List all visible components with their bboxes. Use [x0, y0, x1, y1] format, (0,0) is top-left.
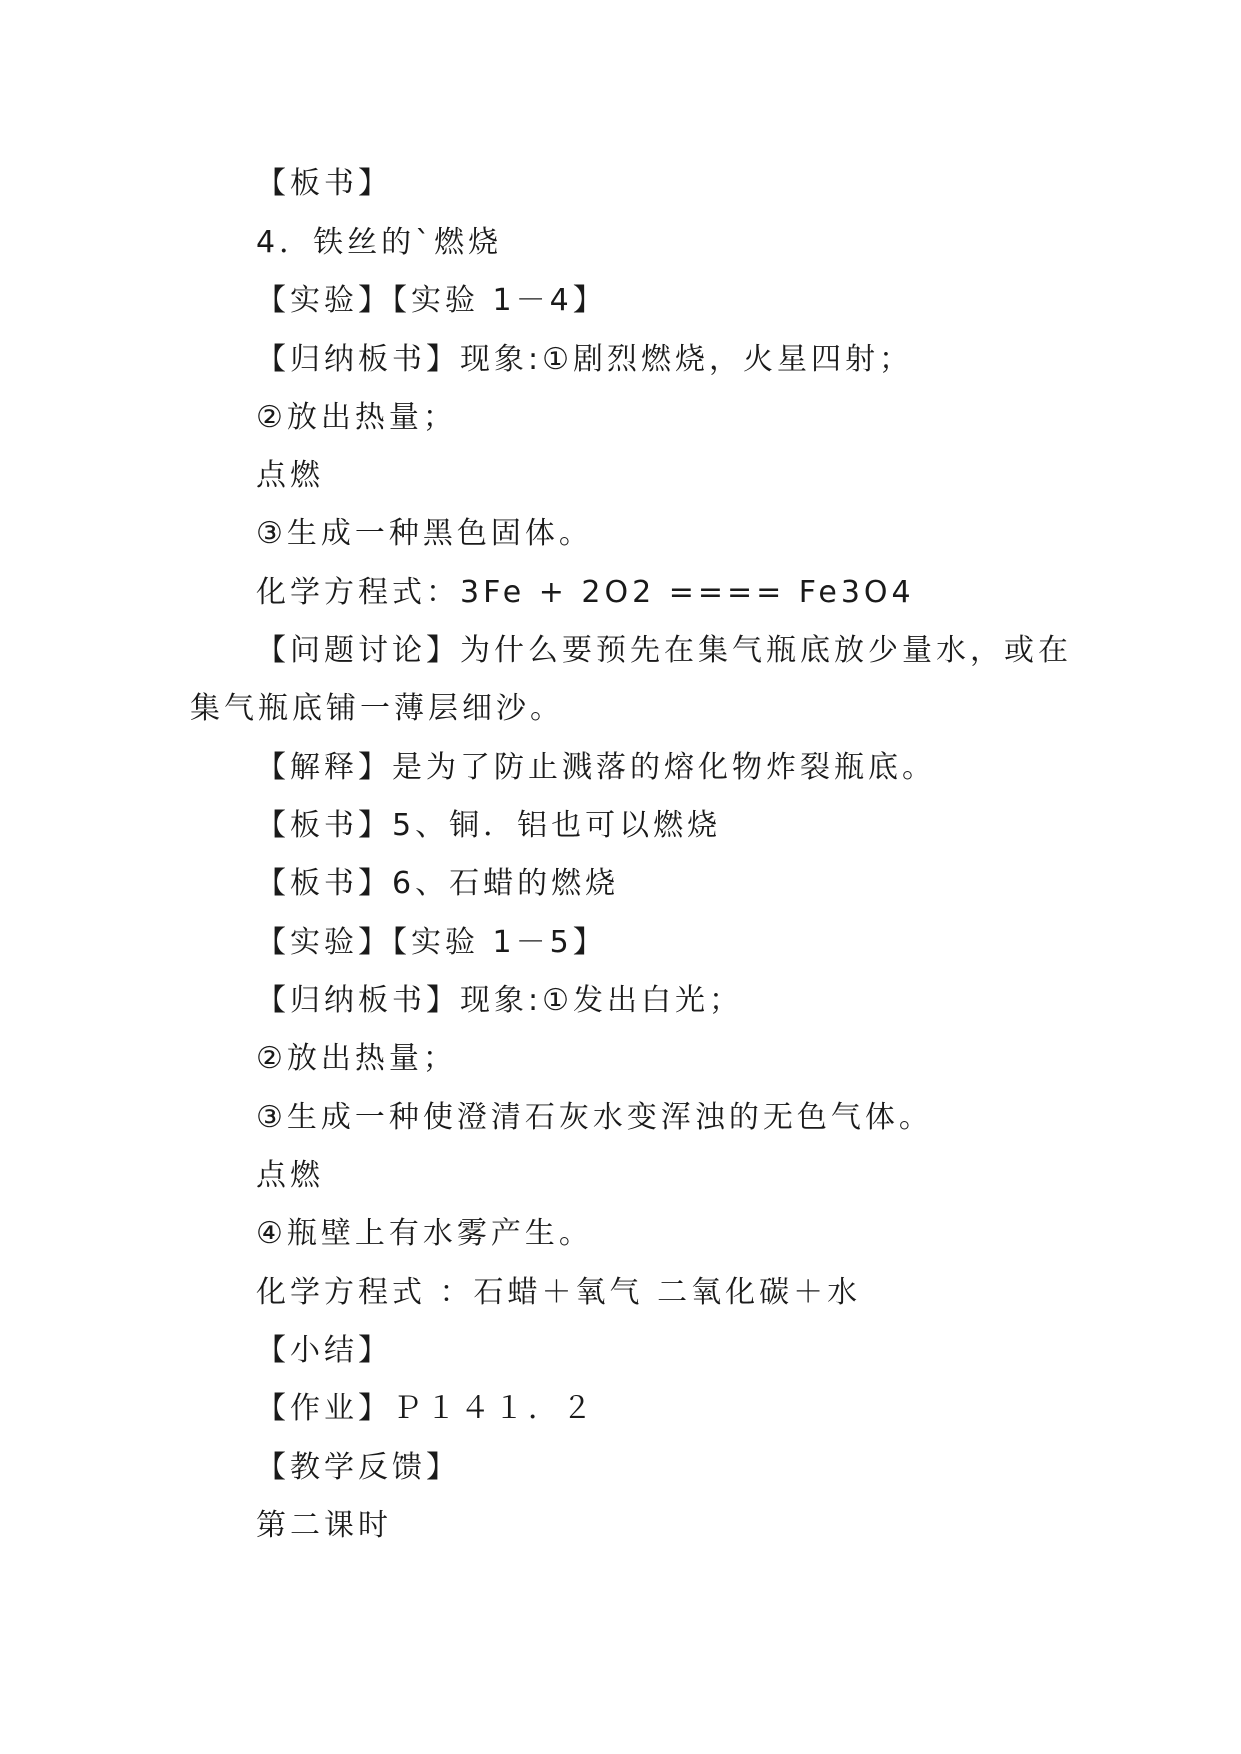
text-line: 【问题讨论】为什么要预先在集气瓶底放少量水，或在: [256, 633, 1072, 668]
text-line: ②放出热量；: [256, 1041, 457, 1076]
text-line: ③生成一种黑色固体。: [256, 516, 593, 551]
text-line: 【作业】Ｐ１４１．２: [256, 1391, 596, 1426]
text-line: 【解释】是为了防止溅落的熔化物炸裂瓶底。: [256, 750, 936, 785]
text-line: 【实验】【实验 1－5】: [256, 925, 607, 960]
text-line: 化学方程式 ：石蜡＋氧气 二氧化碳＋水: [256, 1275, 862, 1310]
text-line: 【实验】【实验 1－4】: [256, 283, 607, 318]
text-line: ④瓶壁上有水雾产生。: [256, 1216, 593, 1251]
text-line: 点燃: [256, 458, 324, 493]
text-line: 【小结】: [256, 1333, 392, 1368]
text-line: 集气瓶底铺一薄层细沙。: [190, 691, 564, 726]
text-line: 【教学反馈】: [256, 1450, 460, 1485]
text-line: ③生成一种使澄清石灰水变浑浊的无色气体。: [256, 1100, 933, 1135]
text-line: 【板书】6、石蜡的燃烧: [256, 866, 620, 901]
text-line: 化学方程式：3Fe + 2O2 ==== Fe3O4: [256, 575, 915, 610]
text-line: ②放出热量；: [256, 400, 457, 435]
text-line: 【归纳板书】现象:①剧烈燃烧，火星四射；: [256, 342, 914, 377]
text-line: 第二课时: [256, 1508, 392, 1543]
text-line: 【归纳板书】现象:①发出白光；: [256, 983, 744, 1018]
text-line: 【板书】5、铜．铝也可以燃烧: [256, 808, 722, 843]
text-line: 4．铁丝的`燃烧: [256, 225, 503, 260]
text-line: 【板书】: [256, 166, 392, 201]
text-line: 点燃: [256, 1158, 324, 1193]
